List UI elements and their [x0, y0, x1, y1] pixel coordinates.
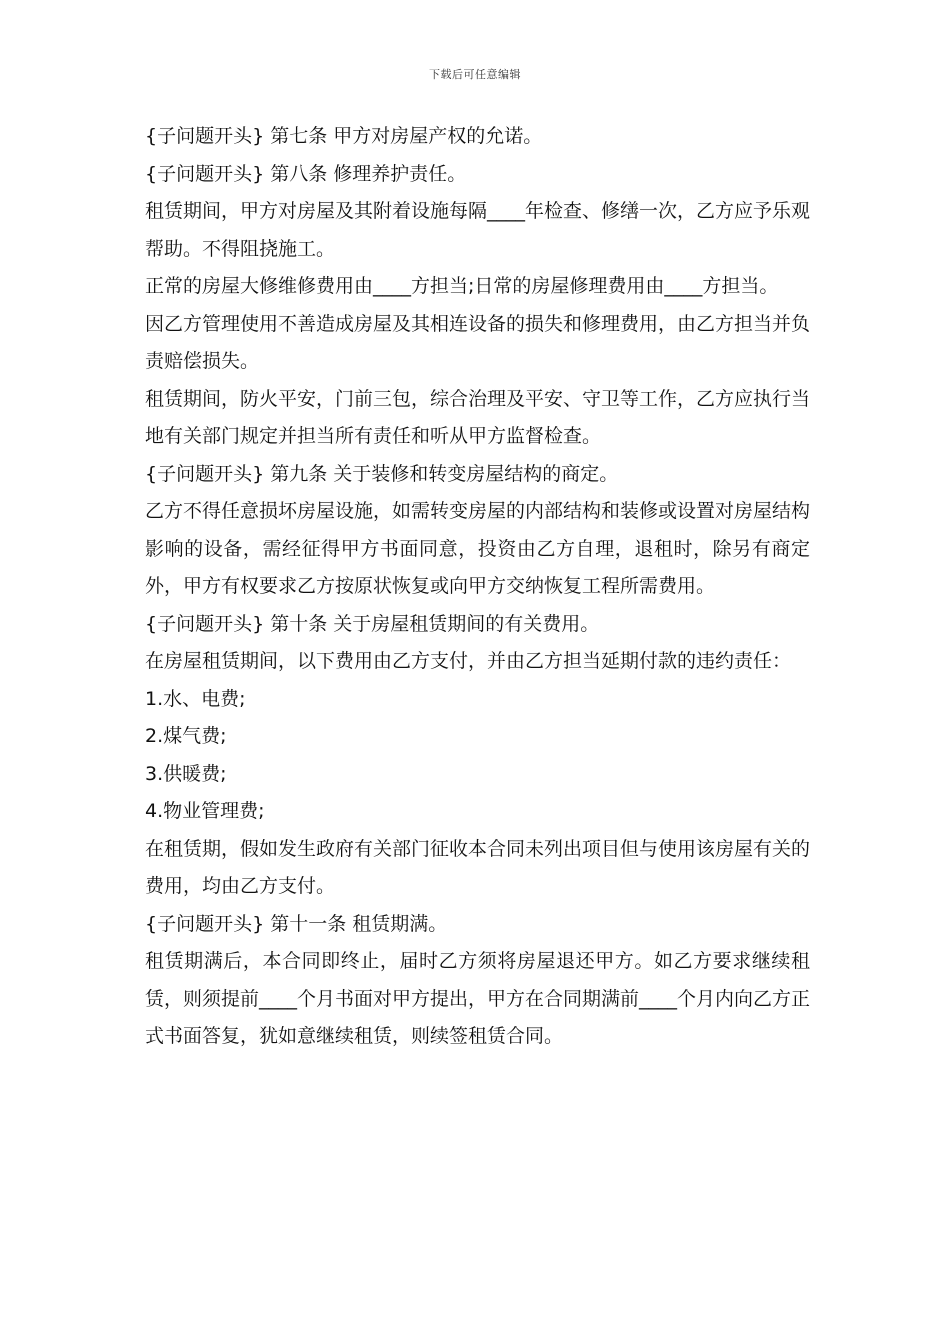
paragraph-article-9: {子问题开头} 第九条 关于装修和转变房屋结构的商定。 [145, 462, 619, 485]
paragraph-inspection: 租赁期间，甲方对房屋及其附着设施每隔____年检查、修缮一次，乙方应予乐观帮助。不得阻挠施工。 [145, 200, 811, 260]
paragraph-repair-costs: 正常的房屋大修维修费用由____方担当;日常的房屋修理费用由____方担当。 [145, 275, 779, 297]
document-body [145, 118, 810, 1056]
list-item: 3.供暖费; [145, 762, 227, 785]
list-item: 2.煤气费; [145, 725, 227, 747]
paragraph-lease-expiry: 租赁期满后，本合同即终止，届时乙方须将房屋退还甲方。如乙方要求继续租赁，则须提前____个月书面对甲方提出，甲方在合同期满前____个月内向乙方正式书面答复，犹如意继续租赁，则续签租赁合同。 [145, 950, 811, 1047]
paragraph-government-fees: 在租赁期，假如发生政府有关部门征收本合同未列出项目但与使用该房屋有关的费用，均由乙方支付。 [145, 837, 811, 897]
paragraph-article-7: {子问题开头} 第七条 甲方对房屋产权的允诺。 [145, 125, 543, 147]
paragraph-article-8: {子问题开头} 第八条 修理养护责任。 [145, 162, 467, 185]
paragraph-safety-duties: 租赁期间，防火平安，门前三包，综合治理及平安、守卫等工作，乙方应执行当地有关部门规定并担当所有责任和听从甲方监督检查。 [145, 387, 811, 447]
list-item: 1.水、电费; [145, 687, 246, 710]
page-header: 下载后可任意编辑 [429, 68, 521, 81]
paragraph-article-10: {子问题开头} 第十条 关于房屋租赁期间的有关费用。 [145, 612, 600, 635]
list-item: 4.物业管理费; [145, 800, 265, 822]
paragraph-damage-liability: 因乙方管理使用不善造成房屋及其相连设备的损失和修理费用，由乙方担当并负责赔偿损失。 [145, 312, 811, 372]
paragraph-article-11: {子问题开头} 第十一条 租赁期满。 [145, 912, 448, 935]
paragraph-renovation: 乙方不得任意损坏房屋设施，如需转变房屋的内部结构和装修或设置对房屋结构影响的设备，需经征得甲方书面同意，投资由乙方自理，退租时，除另有商定外，甲方有权要求乙方按原状恢复或向甲方交纳恢复工程所需费用。 [145, 500, 811, 597]
paragraph-fees-intro: 在房屋租赁期间，以下费用由乙方支付，并由乙方担当延期付款的违约责任： [145, 650, 792, 672]
